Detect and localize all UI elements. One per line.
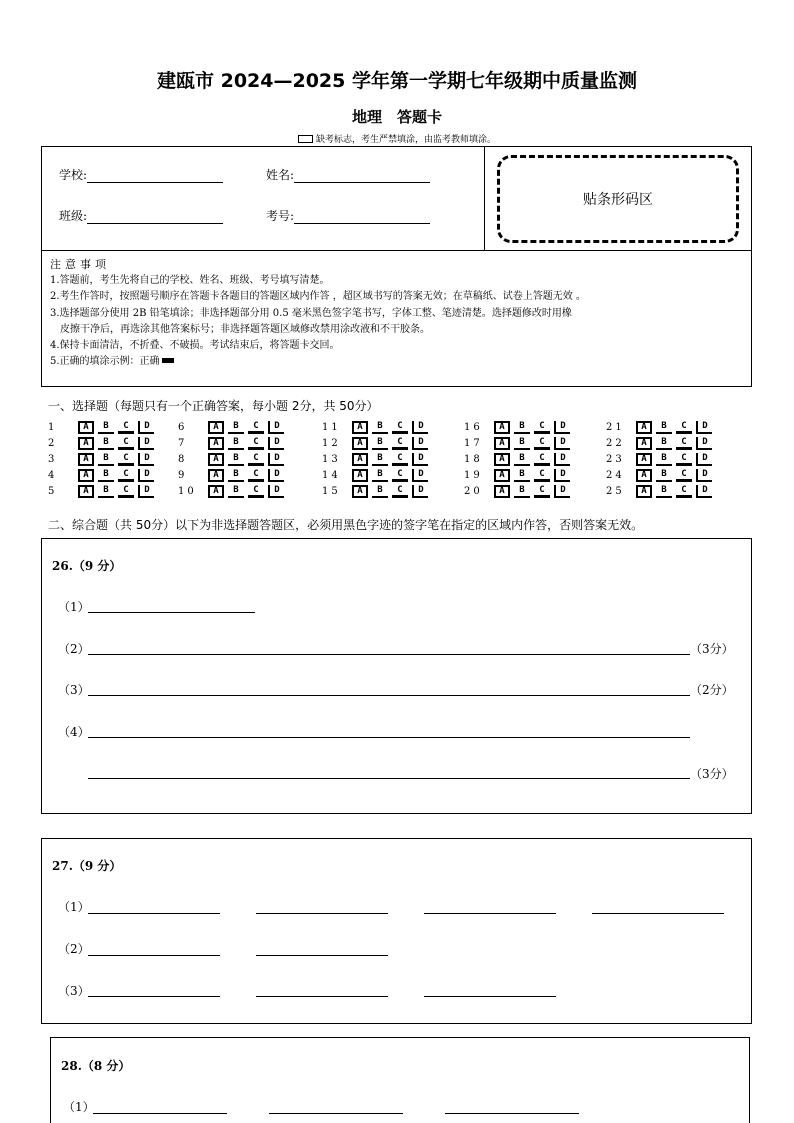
mc-question-row (178, 483, 288, 499)
barcode-label: 贴条形码区 (583, 192, 653, 208)
q27-answer-line-1c[interactable] (424, 913, 556, 914)
note-item-sample (50, 354, 743, 370)
mc-option-a-bubble[interactable]: A (352, 421, 368, 434)
mc-option-c-bubble[interactable]: C (392, 485, 408, 498)
note-item: 5.正确的填涂示例：正确 (50, 356, 160, 368)
exam-no-field[interactable] (266, 207, 430, 224)
mc-option-b-bubble[interactable]: B (514, 437, 530, 450)
mc-option-b-bubble[interactable]: B (98, 485, 114, 498)
mc-question-row (322, 467, 432, 483)
mc-option-b-bubble[interactable]: B (228, 469, 244, 482)
q27-title: 27.（9 分） (52, 859, 122, 873)
mc-option-a-bubble[interactable]: A (78, 437, 94, 450)
mc-question-row (606, 419, 716, 435)
mc-option-a-bubble[interactable]: A (352, 453, 368, 466)
missing-exam-text: 缺考标志，考生严禁填涂，由监考教师填涂。 (315, 135, 496, 145)
note-item: 1.答题前，考生先将自己的学校、姓名、班级、考号填写清楚。 (50, 275, 330, 287)
mc-question-number: 9 (178, 469, 188, 481)
mc-option-a-bubble[interactable]: A (208, 421, 224, 434)
class-blank[interactable] (87, 212, 223, 224)
mc-option-c-bubble[interactable]: C (248, 421, 264, 434)
mc-option-b-bubble[interactable]: B (228, 437, 244, 450)
mc-question-row (178, 467, 288, 483)
q28-title: 28.（8 分） (61, 1059, 131, 1073)
mc-option-a-bubble[interactable]: A (494, 421, 510, 434)
mc-question-row (464, 419, 574, 435)
name-blank[interactable] (294, 171, 430, 183)
mc-question-row (48, 451, 158, 467)
mc-option-d-bubble[interactable]: D (412, 437, 428, 450)
mc-question-number: 1 (48, 421, 58, 433)
mc-option-c-bubble[interactable]: C (392, 421, 408, 434)
mc-option-b-bubble[interactable]: B (656, 437, 672, 450)
mc-question-row (322, 435, 432, 451)
mc-option-d-bubble[interactable]: D (696, 485, 712, 498)
mc-option-b-bubble[interactable]: B (656, 421, 672, 434)
mc-option-d-bubble[interactable]: D (412, 421, 428, 434)
page-title: 建瓯市 2024—2025 学年第一学期七年级期中质量监测 (157, 70, 637, 92)
note-item: 4.保持卡面清洁，不折叠、不破损。考试结束后，将答题卡交回。 (50, 340, 340, 352)
mc-option-d-bubble[interactable]: D (138, 437, 154, 450)
mc-option-c-bubble[interactable]: C (118, 421, 134, 434)
mc-question-number: 25 (606, 485, 625, 497)
mc-option-b-bubble[interactable]: B (372, 469, 388, 482)
note-item: 3.选择题部分使用 2B 铅笔填涂；非选择题部分用 0.5 毫米黑色签字笔书写，字体工整、笔迹清楚。选择题修改时用橡 (50, 307, 572, 319)
mc-option-a-bubble[interactable]: A (78, 469, 94, 482)
filled-sample-mark (162, 358, 174, 363)
exam-no-blank[interactable] (294, 212, 430, 224)
school-blank[interactable] (87, 171, 223, 183)
q27-answer-line-3c[interactable] (424, 996, 556, 997)
mc-option-b-bubble[interactable]: B (372, 453, 388, 466)
mc-option-b-bubble[interactable]: B (372, 421, 388, 434)
mc-option-c-bubble[interactable]: C (676, 421, 692, 434)
note-item: 皮擦干净后，再选涂其他答案标号；非选择题答题区域修改禁用涂改液和不干胶条。 (60, 323, 430, 335)
mc-option-d-bubble[interactable]: D (554, 485, 570, 498)
mc-question-row (606, 435, 716, 451)
mc-option-c-bubble[interactable]: C (392, 469, 408, 482)
q27-answer-line-1d[interactable] (592, 913, 724, 914)
notes-title: 注意事项 (50, 258, 110, 271)
mc-option-a-bubble[interactable]: A (494, 453, 510, 466)
mc-option-b-bubble[interactable]: B (372, 485, 388, 498)
mc-question-number: 11 (322, 421, 341, 433)
student-info-fields (42, 147, 485, 250)
mc-question-row (606, 483, 716, 499)
mc-option-a-bubble[interactable]: A (494, 485, 510, 498)
mc-option-a-bubble[interactable]: A (78, 485, 94, 498)
mc-question-number: 7 (178, 437, 188, 449)
mc-option-c-bubble[interactable]: C (676, 453, 692, 466)
mc-question-number: 10 (178, 485, 197, 497)
mc-option-b-bubble[interactable]: B (514, 421, 530, 434)
mc-option-c-bubble[interactable]: C (534, 421, 550, 434)
mc-option-c-bubble[interactable]: C (392, 453, 408, 466)
q28-box (50, 1037, 750, 1123)
mc-option-c-bubble[interactable]: C (534, 437, 550, 450)
mc-question-row (606, 467, 716, 483)
mc-question-number: 18 (464, 453, 483, 465)
mc-question-row (464, 467, 574, 483)
mc-question-number: 13 (322, 453, 341, 465)
mc-option-b-bubble[interactable]: B (656, 469, 672, 482)
mc-column (464, 419, 574, 499)
school-label: 学校: (59, 168, 88, 182)
mc-option-a-bubble[interactable]: A (494, 437, 510, 450)
mc-option-d-bubble[interactable]: D (268, 453, 284, 466)
mc-option-d-bubble[interactable]: D (412, 453, 428, 466)
q26-title: 26.（9 分） (52, 559, 122, 573)
mc-question-number: 19 (464, 469, 483, 481)
student-info-box (41, 146, 752, 251)
mc-option-a-bubble[interactable]: A (636, 453, 652, 466)
mc-option-d-bubble[interactable]: D (412, 469, 428, 482)
mc-option-d-bubble[interactable]: D (138, 421, 154, 434)
q26-answer-line-2[interactable] (88, 654, 690, 655)
mc-question-number: 8 (178, 453, 188, 465)
mc-question-row (178, 419, 288, 435)
mc-option-c-bubble[interactable]: C (248, 485, 264, 498)
mc-question-number: 12 (322, 437, 341, 449)
class-label: 班级: (59, 209, 88, 223)
mc-question-number: 3 (48, 453, 58, 465)
mc-option-c-bubble[interactable]: C (534, 453, 550, 466)
mc-option-a-bubble[interactable]: A (352, 437, 368, 450)
mc-option-d-bubble[interactable]: D (696, 453, 712, 466)
mc-option-d-bubble[interactable]: D (696, 421, 712, 434)
mc-option-a-bubble[interactable]: A (78, 453, 94, 466)
section1-title: 一、选择题（每题只有一个正确答案，每小题 2分，共 50分） (48, 399, 379, 413)
mc-option-b-bubble[interactable]: B (228, 421, 244, 434)
mc-option-b-bubble[interactable]: B (98, 437, 114, 450)
mc-question-row (464, 451, 574, 467)
mc-question-number: 15 (322, 485, 341, 497)
mc-option-d-bubble[interactable]: D (268, 437, 284, 450)
mc-option-a-bubble[interactable]: A (352, 469, 368, 482)
mc-option-a-bubble[interactable]: A (636, 485, 652, 498)
q28-answer-line-1c[interactable] (445, 1113, 579, 1114)
note-item: 2.考生作答时，按照题号顺序在答题卡各题目的答题区域内作答 ，超区域书写的答案无效；在草稿纸、试卷上答题无效 。 (50, 291, 586, 303)
mc-column (606, 419, 716, 499)
q26-box (41, 538, 752, 814)
mc-option-a-bubble[interactable]: A (494, 469, 510, 482)
mc-option-d-bubble[interactable]: D (554, 453, 570, 466)
q28-label-1: （1） (63, 1100, 95, 1114)
mc-question-number: 2 (48, 437, 58, 449)
mc-question-row (48, 467, 158, 483)
mc-question-number: 23 (606, 453, 625, 465)
mc-option-b-bubble[interactable]: B (514, 453, 530, 466)
q27-answer-line-2b[interactable] (256, 955, 388, 956)
mc-option-c-bubble[interactable]: C (534, 485, 550, 498)
mc-option-a-bubble[interactable]: A (636, 437, 652, 450)
mc-option-a-bubble[interactable]: A (78, 421, 94, 434)
mc-column (178, 419, 288, 499)
mc-option-b-bubble[interactable]: B (656, 485, 672, 498)
mc-option-d-bubble[interactable]: D (554, 421, 570, 434)
missing-exam-note (0, 132, 794, 145)
mc-option-d-bubble[interactable]: D (138, 453, 154, 466)
mc-option-d-bubble[interactable]: D (268, 421, 284, 434)
barcode-area (497, 155, 739, 243)
q27-answer-line-3a[interactable] (88, 996, 220, 997)
q28-answer-line-1b[interactable] (269, 1113, 403, 1114)
mc-option-a-bubble[interactable]: A (352, 485, 368, 498)
mc-option-b-bubble[interactable]: B (98, 421, 114, 434)
mc-option-d-bubble[interactable]: D (268, 485, 284, 498)
mc-question-number: 20 (464, 485, 483, 497)
q27-label-2: （2） (58, 942, 90, 956)
mc-option-d-bubble[interactable]: D (554, 469, 570, 482)
mc-option-c-bubble[interactable]: C (248, 437, 264, 450)
mc-option-b-bubble[interactable]: B (228, 485, 244, 498)
mc-question-number: 17 (464, 437, 483, 449)
mc-option-d-bubble[interactable]: D (696, 437, 712, 450)
mc-column (322, 419, 432, 499)
mc-option-c-bubble[interactable]: C (118, 469, 134, 482)
mc-option-b-bubble[interactable]: B (656, 453, 672, 466)
q26-score-4: （3分） (690, 767, 734, 781)
mc-option-a-bubble[interactable]: A (208, 453, 224, 466)
mc-question-row (464, 435, 574, 451)
mc-question-number: 22 (606, 437, 625, 449)
mc-option-c-bubble[interactable]: C (248, 469, 264, 482)
mc-question-row (322, 419, 432, 435)
mc-option-c-bubble[interactable]: C (392, 437, 408, 450)
mc-question-row (464, 483, 574, 499)
q27-answer-line-1a[interactable] (88, 913, 220, 914)
mc-column (48, 419, 158, 499)
q28-answer-line-1a[interactable] (93, 1113, 227, 1114)
mc-option-c-bubble[interactable]: C (118, 485, 134, 498)
mc-question-number: 24 (606, 469, 625, 481)
mc-question-number: 21 (606, 421, 625, 433)
q26-answer-line-1[interactable] (88, 612, 255, 613)
name-label: 姓名: (266, 168, 295, 182)
q27-answer-line-2a[interactable] (88, 955, 220, 956)
q26-label-2: （2） (58, 642, 90, 656)
mc-option-c-bubble[interactable]: C (676, 469, 692, 482)
q26-answer-line-4a[interactable] (88, 737, 690, 738)
q27-answer-line-1b[interactable] (256, 913, 388, 914)
mc-question-number: 16 (464, 421, 483, 433)
mc-option-d-bubble[interactable]: D (696, 469, 712, 482)
mc-option-b-bubble[interactable]: B (372, 437, 388, 450)
mc-option-c-bubble[interactable]: C (118, 437, 134, 450)
mc-question-row (322, 483, 432, 499)
mc-question-number: 6 (178, 421, 188, 433)
q26-answer-line-4b[interactable] (88, 778, 690, 779)
mc-question-row (48, 435, 158, 451)
mc-option-b-bubble[interactable]: B (514, 469, 530, 482)
mc-option-c-bubble[interactable]: C (118, 453, 134, 466)
mc-option-a-bubble[interactable]: A (636, 421, 652, 434)
mc-option-a-bubble[interactable]: A (208, 485, 224, 498)
mc-question-row (178, 435, 288, 451)
q27-answer-line-3b[interactable] (256, 996, 388, 997)
mc-option-b-bubble[interactable]: B (98, 469, 114, 482)
mc-question-number: 14 (322, 469, 341, 481)
mc-option-d-bubble[interactable]: D (138, 469, 154, 482)
mc-option-a-bubble[interactable]: A (208, 437, 224, 450)
class-field[interactable] (59, 207, 223, 224)
mc-question-row (606, 451, 716, 467)
missing-exam-checkbox[interactable] (298, 135, 313, 143)
mc-option-d-bubble[interactable]: D (268, 469, 284, 482)
mc-option-d-bubble[interactable]: D (412, 485, 428, 498)
q26-score-2: （3分） (690, 642, 734, 656)
mc-question-row (322, 451, 432, 467)
mc-option-c-bubble[interactable]: C (248, 453, 264, 466)
mc-option-b-bubble[interactable]: B (98, 453, 114, 466)
page-subtitle: 地理 答题卡 (351, 108, 442, 126)
mc-option-d-bubble[interactable]: D (554, 437, 570, 450)
q26-answer-line-3[interactable] (88, 695, 690, 696)
section2-title: 二、综合题（共 50分）以下为非选择题答题区，必须用黑色字迹的签字笔在指定的区域内作答，否则答案无效。 (48, 518, 644, 532)
mc-option-c-bubble[interactable]: C (676, 485, 692, 498)
multiple-choice-grid (48, 419, 748, 501)
q26-label-1: （1） (58, 600, 90, 614)
mc-question-row (48, 419, 158, 435)
mc-option-c-bubble[interactable]: C (534, 469, 550, 482)
school-field[interactable] (59, 166, 223, 183)
q26-score-3: （2分） (690, 683, 734, 697)
q27-box (41, 838, 752, 1024)
mc-option-d-bubble[interactable]: D (138, 485, 154, 498)
q26-label-4: （4） (58, 725, 90, 739)
mc-option-b-bubble[interactable]: B (228, 453, 244, 466)
q26-label-3: （3） (58, 683, 90, 697)
mc-option-b-bubble[interactable]: B (514, 485, 530, 498)
mc-option-a-bubble[interactable]: A (636, 469, 652, 482)
mc-option-a-bubble[interactable]: A (208, 469, 224, 482)
q27-label-1: （1） (58, 900, 90, 914)
mc-question-number: 5 (48, 485, 58, 497)
mc-question-row (48, 483, 158, 499)
name-field[interactable] (266, 166, 430, 183)
notes-box (41, 250, 752, 387)
exam-no-label: 考号: (266, 209, 295, 223)
q27-label-3: （3） (58, 984, 90, 998)
mc-question-number: 4 (48, 469, 58, 481)
mc-option-c-bubble[interactable]: C (676, 437, 692, 450)
mc-question-row (178, 451, 288, 467)
